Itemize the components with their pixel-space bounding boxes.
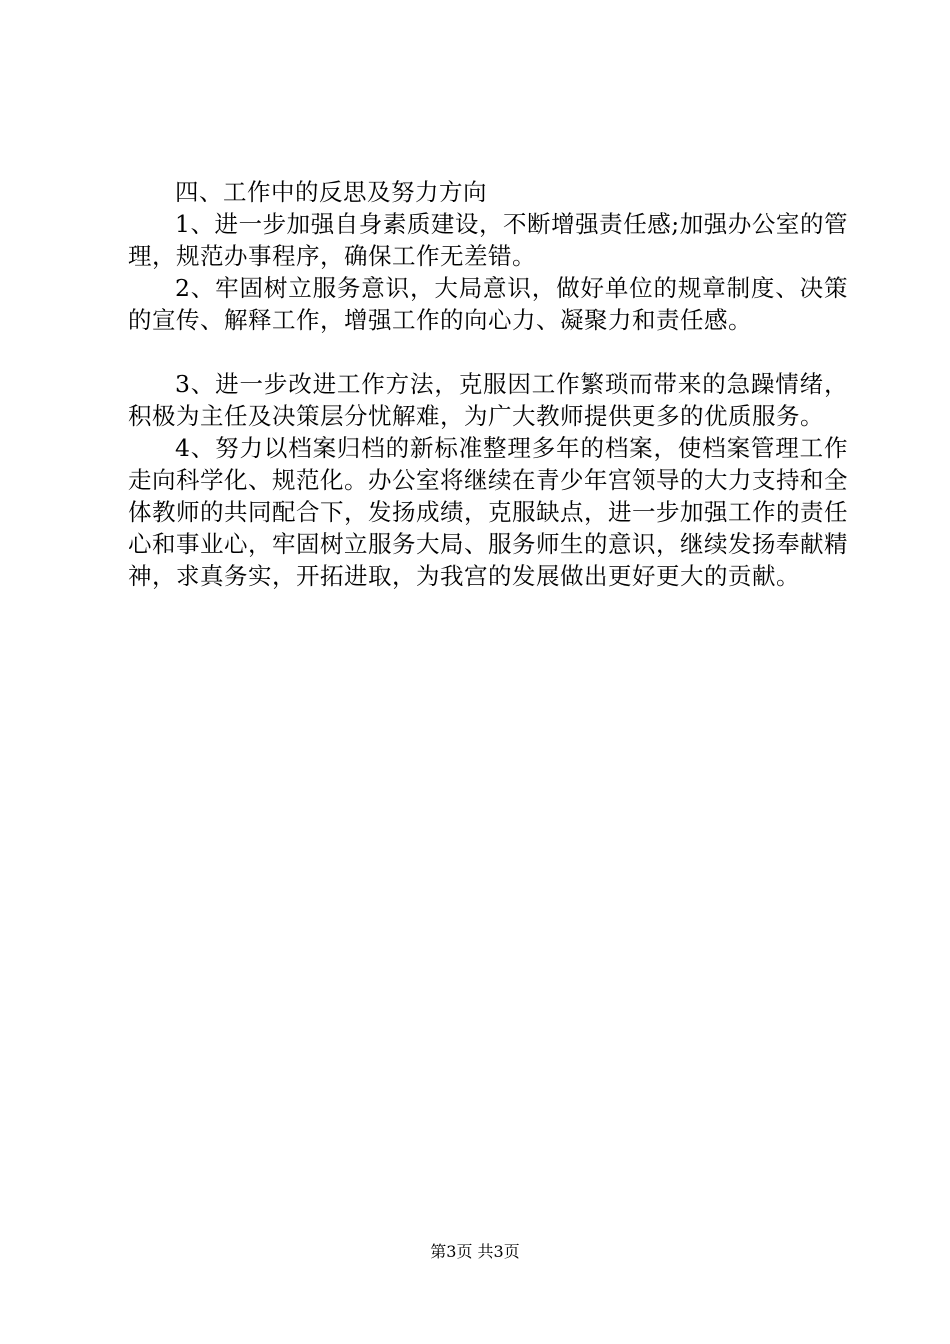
section-heading: 四、工作中的反思及努力方向 [175,178,487,206]
paragraph-3: 3、进一步改进工作方法，克服因工作繁琐而带来的急躁情绪，积极为主任及决策层分忧解难，为广大教师提供更多的优质服务。 [128,370,848,430]
document-body [128,176,848,592]
paragraph-2: 2、牢固树立服务意识，大局意识，做好单位的规章制度、决策的宣传、解释工作，增强工作的向心力、凝聚力和责任感。 [128,274,848,334]
paragraph-1: 1、进一步加强自身素质建设，不断增强责任感;加强办公室的管理，规范办事程序，确保工作无差错。 [128,210,848,270]
page-footer: 第3页 共3页 [430,1242,520,1261]
paragraph-4: 4、努力以档案归档的新标准整理多年的档案，使档案管理工作走向科学化、规范化。办公室将继续在青少年宫领导的大力支持和全体教师的共同配合下，发扬成绩，克服缺点，进一步加强工作的责任心和事业心，牢固树立服务大局、服务师生的意识，继续发扬奉献精神，求真务实，开拓进取，为我宫的发展做出更好更大的贡献。 [128,434,848,590]
